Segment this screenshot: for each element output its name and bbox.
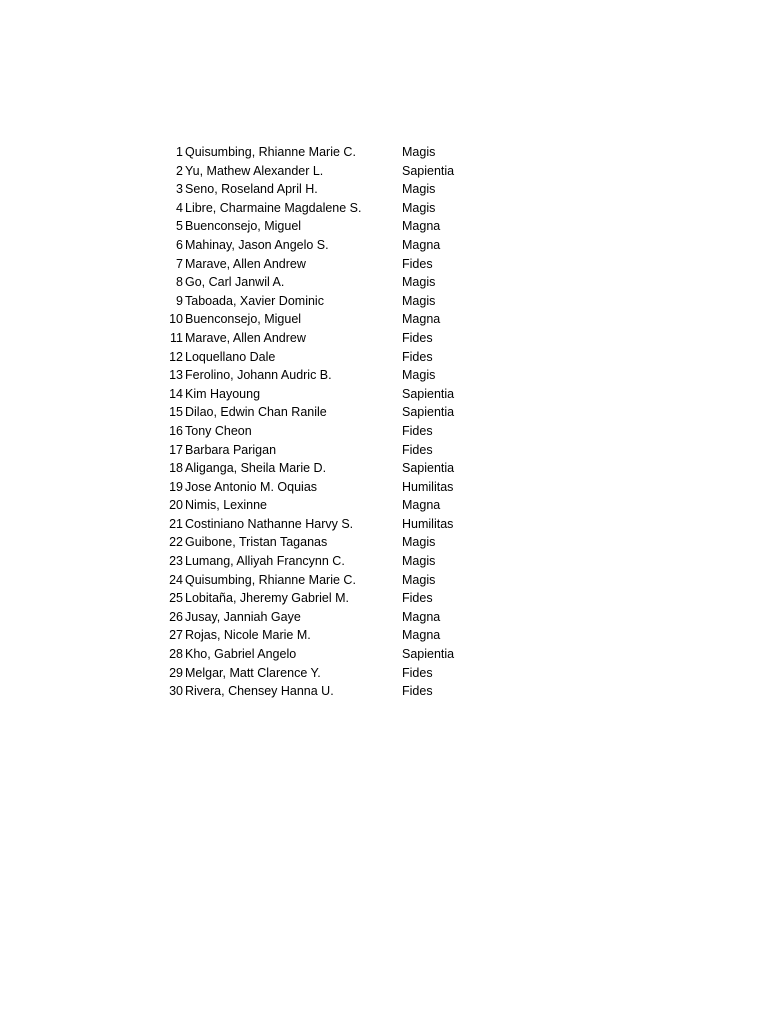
table-row bbox=[150, 571, 470, 590]
group-name: Magna bbox=[402, 219, 441, 234]
group-name: Magna bbox=[402, 237, 441, 252]
table-row bbox=[150, 273, 470, 292]
row-number: 1 bbox=[176, 145, 183, 159]
row-number: 28 bbox=[169, 647, 183, 662]
group-name: Fides bbox=[402, 665, 433, 680]
student-name: Guibone, Tristan Taganas bbox=[185, 535, 328, 550]
table-row bbox=[150, 329, 470, 348]
student-name: Mahinay, Jason Angelo S. bbox=[185, 237, 329, 252]
roster-table bbox=[150, 143, 470, 701]
table-row bbox=[150, 515, 470, 534]
table-row bbox=[150, 236, 470, 255]
table-row bbox=[150, 589, 470, 608]
group-name: Fides bbox=[402, 349, 433, 364]
row-number: 23 bbox=[169, 554, 183, 569]
table-row bbox=[150, 199, 470, 218]
student-name: Barbara Parigan bbox=[185, 442, 277, 457]
student-name: Quisumbing, Rhianne Marie C. bbox=[185, 572, 356, 587]
student-name: Lobitaña, Jheremy Gabriel M. bbox=[185, 591, 349, 606]
group-name: Magna bbox=[402, 628, 441, 643]
group-name: Fides bbox=[402, 256, 433, 271]
student-name: Nimis, Lexinne bbox=[185, 498, 267, 513]
group-name: Magis bbox=[402, 572, 436, 587]
group-name: Magis bbox=[402, 535, 436, 550]
student-name: Buenconsejo, Miguel bbox=[185, 312, 302, 327]
student-name: Jusay, Janniah Gaye bbox=[185, 609, 301, 624]
table-row bbox=[150, 552, 470, 571]
row-number: 12 bbox=[169, 349, 183, 364]
row-number: 5 bbox=[176, 219, 183, 234]
student-name: Tony Cheon bbox=[185, 423, 252, 438]
table-row bbox=[150, 533, 470, 552]
group-name: Magis bbox=[402, 293, 436, 308]
group-name: Magna bbox=[402, 312, 441, 327]
table-row bbox=[150, 366, 470, 385]
student-name: Jose Antonio M. Oquias bbox=[185, 479, 318, 494]
table-row bbox=[150, 217, 470, 236]
student-name: Libre, Charmaine Magdalene S. bbox=[185, 200, 362, 215]
row-number: 4 bbox=[176, 200, 183, 215]
table-row bbox=[150, 403, 470, 422]
table-row bbox=[150, 292, 470, 311]
table-row bbox=[150, 459, 470, 478]
student-name: Go, Carl Janwil A. bbox=[185, 275, 285, 290]
group-name: Magis bbox=[402, 368, 436, 383]
group-name: Sapientia bbox=[402, 461, 455, 476]
table-row bbox=[150, 682, 470, 701]
row-number: 25 bbox=[169, 591, 183, 606]
row-number: 22 bbox=[169, 535, 183, 550]
student-name: Rivera, Chensey Hanna U. bbox=[185, 684, 334, 699]
group-name: Sapientia bbox=[402, 647, 455, 662]
student-name: Dilao, Edwin Chan Ranile bbox=[185, 405, 327, 420]
row-number: 2 bbox=[176, 163, 183, 178]
group-name: Magna bbox=[402, 498, 441, 513]
group-name: Fides bbox=[402, 591, 433, 606]
row-number: 9 bbox=[176, 293, 183, 308]
row-number: 15 bbox=[169, 405, 183, 420]
student-name: Melgar, Matt Clarence Y. bbox=[185, 665, 321, 680]
student-name: Quisumbing, Rhianne Marie C. bbox=[185, 145, 356, 159]
table-row bbox=[150, 608, 470, 627]
student-name: Ferolino, Johann Audric B. bbox=[185, 368, 332, 383]
group-name: Magna bbox=[402, 609, 441, 624]
student-name: Yu, Mathew Alexander L. bbox=[185, 163, 324, 178]
group-name: Magis bbox=[402, 200, 436, 215]
table-row bbox=[150, 255, 470, 274]
table-row bbox=[150, 478, 470, 497]
table-row bbox=[150, 348, 470, 367]
student-name: Loquellano Dale bbox=[185, 349, 276, 364]
student-name: Kho, Gabriel Angelo bbox=[185, 647, 297, 662]
group-name: Sapientia bbox=[402, 386, 455, 401]
row-number: 29 bbox=[169, 665, 183, 680]
row-number: 30 bbox=[169, 684, 183, 699]
group-name: Fides bbox=[402, 423, 433, 438]
row-number: 27 bbox=[169, 628, 183, 643]
table-row bbox=[150, 180, 470, 199]
group-name: Humilitas bbox=[402, 479, 454, 494]
group-name: Sapientia bbox=[402, 163, 455, 178]
table-row bbox=[150, 162, 470, 181]
group-name: Fides bbox=[402, 330, 433, 345]
row-number: 24 bbox=[169, 572, 183, 587]
group-name: Magis bbox=[402, 554, 436, 569]
student-name: Seno, Roseland April H. bbox=[185, 182, 318, 197]
row-number: 10 bbox=[169, 312, 183, 327]
row-number: 7 bbox=[176, 256, 183, 271]
student-name: Rojas, Nicole Marie M. bbox=[185, 628, 311, 643]
group-name: Magis bbox=[402, 275, 436, 290]
table-row bbox=[150, 645, 470, 664]
row-number: 6 bbox=[176, 237, 183, 252]
student-name: Buenconsejo, Miguel bbox=[185, 219, 302, 234]
table-row bbox=[150, 143, 470, 162]
row-number: 26 bbox=[169, 609, 183, 624]
row-number: 13 bbox=[169, 368, 183, 383]
table-row bbox=[150, 385, 470, 404]
row-number: 21 bbox=[169, 516, 183, 531]
student-name: Costiniano Nathanne Harvy S. bbox=[185, 516, 354, 531]
row-number: 16 bbox=[169, 423, 183, 438]
group-name: Fides bbox=[402, 442, 433, 457]
student-name: Lumang, Alliyah Francynn C. bbox=[185, 554, 345, 569]
student-name: Kim Hayoung bbox=[185, 386, 261, 401]
row-number: 20 bbox=[169, 498, 183, 513]
group-name: Fides bbox=[402, 684, 433, 699]
table-row bbox=[150, 441, 470, 460]
row-number: 8 bbox=[176, 275, 183, 290]
table-row bbox=[150, 422, 470, 441]
student-name: Aliganga, Sheila Marie D. bbox=[185, 461, 327, 476]
group-name: Magis bbox=[402, 145, 436, 159]
student-name: Taboada, Xavier Dominic bbox=[185, 293, 324, 308]
row-number: 19 bbox=[169, 479, 183, 494]
row-number: 18 bbox=[169, 461, 183, 476]
student-name: Marave, Allen Andrew bbox=[185, 256, 306, 271]
table-row bbox=[150, 310, 470, 329]
table-row bbox=[150, 664, 470, 683]
table-row bbox=[150, 496, 470, 515]
row-number: 17 bbox=[169, 442, 183, 457]
row-number: 11 bbox=[170, 330, 183, 345]
table-row bbox=[150, 626, 470, 645]
row-number: 14 bbox=[169, 386, 183, 401]
group-name: Magis bbox=[402, 182, 436, 197]
group-name: Humilitas bbox=[402, 516, 454, 531]
group-name: Sapientia bbox=[402, 405, 455, 420]
row-number: 3 bbox=[176, 182, 183, 197]
student-name: Marave, Allen Andrew bbox=[185, 330, 306, 345]
